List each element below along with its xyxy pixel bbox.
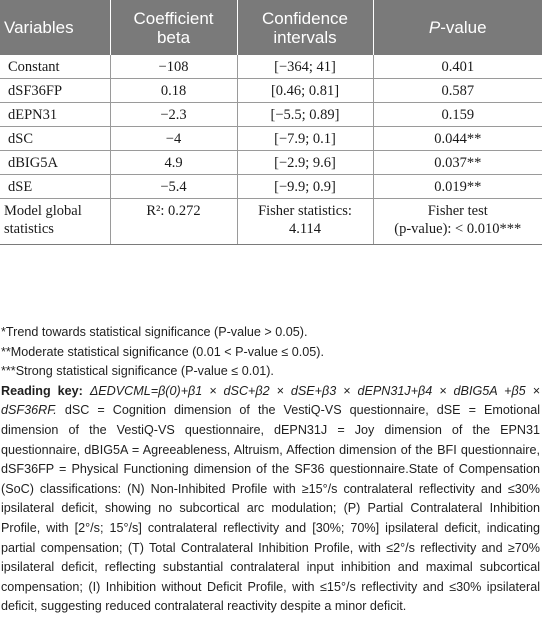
table-row	[0, 79, 542, 103]
cell-fisher-test	[373, 199, 542, 245]
header-p-value: P-value	[373, 0, 542, 55]
reading-key-label: Reading key:	[1, 383, 83, 398]
cell-p: 0.401	[373, 55, 542, 79]
cell-ci: [−7.9; 0.1]	[237, 127, 373, 151]
cell-global-label: Model global statistics	[0, 199, 110, 245]
table-row	[0, 175, 542, 199]
footnote-moderate: **Moderate statistical significance (0.01 < P-value ≤ 0.05).	[1, 344, 324, 359]
fisher-statistics-value: 4.114	[288, 221, 322, 237]
cell-variable: dEPN31	[0, 103, 110, 127]
table-row	[0, 103, 542, 127]
table-notes	[1, 323, 540, 617]
cell-ci: [0.46; 0.81]	[237, 79, 373, 103]
cell-p: 0.019**	[373, 175, 542, 199]
reading-key-paragraph	[1, 382, 540, 617]
fisher-test-label: Fisher test	[427, 203, 488, 219]
cell-p: 0.037**	[373, 151, 542, 175]
header-confidence-intervals: Confidence intervals	[237, 0, 373, 55]
cell-fisher-statistics	[237, 199, 373, 245]
cell-beta: −4	[110, 127, 237, 151]
table-row	[0, 151, 542, 175]
table-row-global-statistics	[0, 199, 542, 245]
table-header-row	[0, 0, 542, 55]
cell-variable: dSC	[0, 127, 110, 151]
cell-ci: [−5.5; 0.89]	[237, 103, 373, 127]
fisher-statistics-label: Fisher statistics:	[258, 203, 352, 219]
cell-variable: dSF36FP	[0, 79, 110, 103]
cell-variable: dSE	[0, 175, 110, 199]
fisher-test-value: (p-value): < 0.010***	[394, 221, 522, 237]
footnote-trend: *Trend towards statistical significance (P-value > 0.05).	[1, 325, 308, 339]
cell-beta: 0.18	[110, 79, 237, 103]
regression-table	[0, 0, 542, 245]
cell-ci: [−364; 41]	[237, 55, 373, 79]
cell-ci: [−9.9; 0.9]	[237, 175, 373, 199]
footnote-strong: ***Strong statistical significance (P-value ≤ 0.01).	[1, 364, 274, 379]
cell-p: 0.044**	[373, 127, 542, 151]
header-coefficient-beta: Coefficient beta	[110, 0, 237, 55]
cell-r-squared: R²: 0.272	[110, 199, 237, 245]
cell-p: 0.159	[373, 103, 542, 127]
reading-key-equation: ΔEDVCML=β(0)+β1 × dSC+β2 × dSE+β3 × dEPN31J+β4 × dBIG5A +β5 × dSF36RF.	[1, 383, 541, 418]
cell-variable: Constant	[0, 55, 110, 79]
cell-ci: [−2.9; 9.6]	[237, 151, 373, 175]
reading-key-text: dSC = Cognition dimension of the VestiQ-VS questionnaire, dSE = Emotional dimension of the VestiQ-VS questionnaire, dEPN31J = Joy dimension of the EPN31 questionnaire, dBIG5A = Agreeableness, Altruism, Affection dimension of the BFI questionnaire, dSF36FP = Physical Functioning dimension of the SF36 questionnaire.State of Compensation (SoC) classifications: (N) Non-Inhibited Profile with ≥15°/s contralateral reflectivity and ≤30% ipsilateral deficit, showing no subcortical arc modulation; (P) Partial Contralateral Inhibition Profile, with [2°/s; 15°/s] contralateral reflectivity and [30%; 70%] ipsilateral deficit, indicating partial compensation; (T) Total Contralateral Inhibition Profile, with ≤2°/s reflectivity and ≥70% ipsilateral deficit, reflecting substantial contralateral input inhibition and maximal subcortical compensation; (I) Inhibition without Deficit Profile, with ≤15°/s reflectivity and ≤30% ipsilateral deficit, suggesting reduced contralateral reactivity despite a minor deficit.	[1, 403, 541, 614]
table-row	[0, 55, 542, 79]
cell-beta: 4.9	[110, 151, 237, 175]
table-row	[0, 127, 542, 151]
cell-beta: −2.3	[110, 103, 237, 127]
cell-beta: −108	[110, 55, 237, 79]
cell-variable: dBIG5A	[0, 151, 110, 175]
header-variables: Variables	[0, 0, 110, 55]
cell-p: 0.587	[373, 79, 542, 103]
cell-beta: −5.4	[110, 175, 237, 199]
